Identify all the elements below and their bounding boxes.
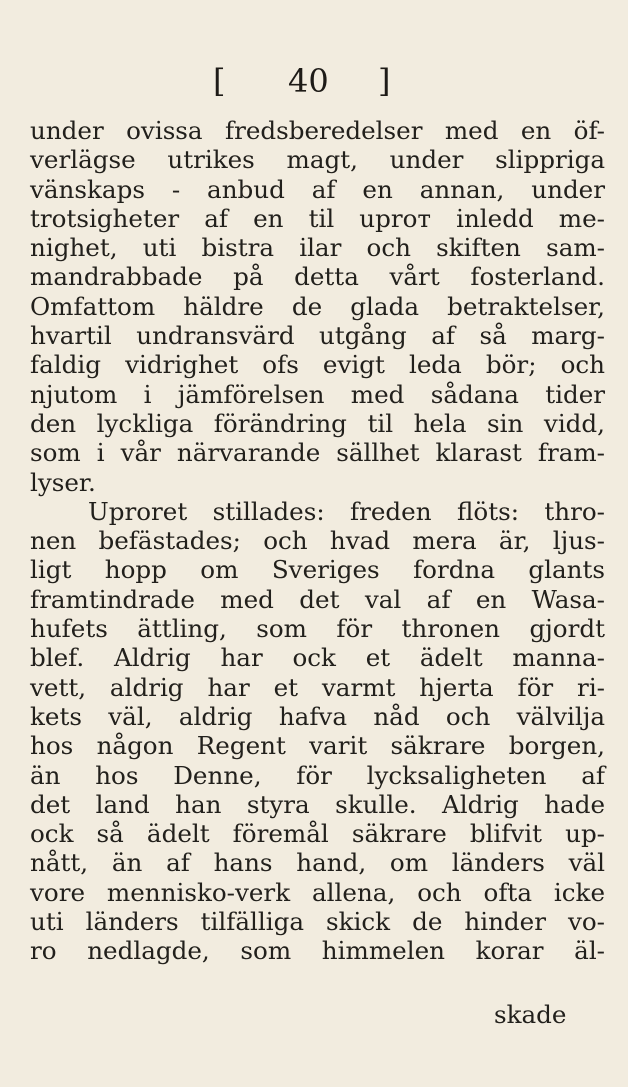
text-line: nighet, uti bistra ilar och skiften sam- (30, 233, 605, 263)
text-line: trotsigheter af en til uproт inledd me- (30, 203, 605, 233)
paragraph-end-line: lyser. (30, 467, 96, 497)
text-line: verlägse utrikes magt, under slippriga (30, 145, 605, 175)
text-line: kets väl, aldrig hafva nåd och välvilja (30, 701, 605, 731)
text-line: vänskaps - anbud af en annan, under (30, 174, 605, 204)
paragraph-start-line: Uproret stillades: freden flöts: thro- (88, 496, 605, 526)
catchword: skade (494, 1000, 567, 1029)
text-line: hvartil undransvärd utgång af så marg- (30, 321, 605, 351)
text-line: framtindrade med det val af en Wasa- (30, 584, 605, 614)
text-line: Omfattom häldre de glada betraktelser, (30, 291, 605, 321)
text-line: mandrabbade på detta vårt fosterland. (30, 262, 605, 292)
text-line: faldig vidrighet ofs evigt leda bör; och (30, 350, 605, 380)
text-line: njutom i jämförelsen med sådana tider (30, 379, 605, 409)
header-bracket-left: [ (213, 62, 226, 100)
text-line: än hos Denne, för lycksaligheten af (30, 760, 605, 790)
header-bracket-right: ] (378, 62, 391, 100)
text-line: den lyckliga förändring til hela sin vidd, (30, 408, 605, 438)
page-number: 40 (288, 62, 329, 100)
text-line: uti länders tilfälliga skick de hinder vo- (30, 907, 605, 937)
text-line: nen befästades; och hvad mera är, ljus- (30, 526, 605, 556)
text-line: vore mennisko-verk allena, och ofta icke (30, 877, 605, 907)
text-line: hos någon Regent varit säkrare borgen, (30, 731, 605, 761)
text-line: det land han styra skulle. Aldrig hade (30, 789, 605, 819)
text-line: ro nedlagde, som himmelen korar äl- (30, 936, 605, 966)
text-line: vett, aldrig har et varmt hjerta för ri- (30, 672, 605, 702)
text-line: som i vår närvarande sällhet klarast fram- (30, 438, 605, 468)
text-line: blef. Aldrig har ock et ädelt manna- (30, 643, 605, 673)
text-line: ligt hopp om Sveriges fordna glants (30, 555, 605, 585)
page-header (0, 62, 628, 102)
text-line: hufets ättling, som för thronen gjordt (30, 614, 605, 644)
text-line: nått, än af hans hand, om länders väl (30, 848, 605, 878)
text-line: ock så ädelt föremål säkrare blifvit up- (30, 819, 605, 849)
body-text (30, 116, 605, 966)
text-line: under ovissa fredsberedelser med en öf- (30, 116, 605, 145)
